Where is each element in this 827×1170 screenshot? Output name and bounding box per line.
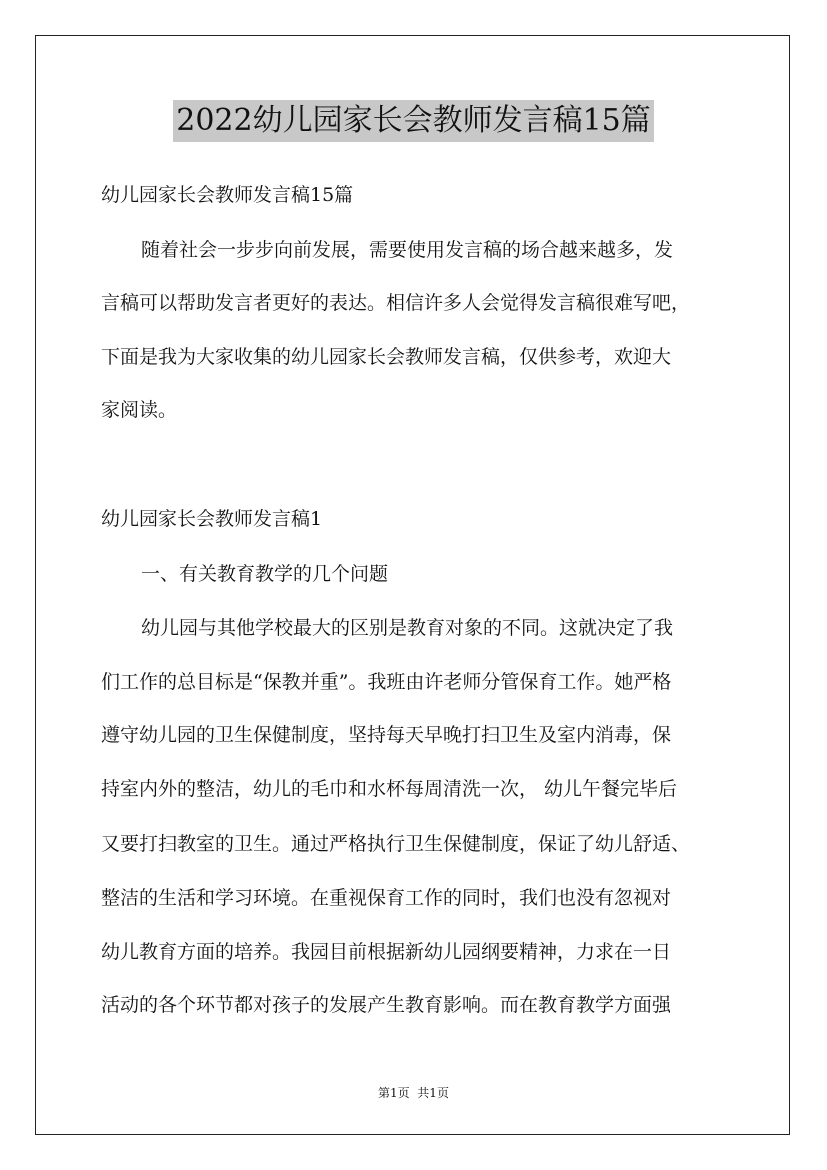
page-footer: [0, 1085, 827, 1101]
document-subtitle: 幼儿园家长会教师发言稿15篇: [101, 184, 354, 206]
section-heading: 一、有关教育教学的几个问题: [141, 563, 389, 585]
intro-line: 言稿可以帮助发言者更好的表达。相信许多人会觉得发言稿很难写吧，: [101, 292, 691, 314]
body-line: 幼儿园与其他学校最大的区别是教育对象的不同。这就决定了我: [141, 617, 674, 639]
section-title: 幼儿园家长会教师发言稿1: [101, 508, 323, 530]
body-line: 幼儿教育方面的培养。我园目前根据新幼儿园纲要精神，力求在一日: [101, 941, 672, 963]
intro-line: 家阅读。: [101, 399, 178, 421]
intro-line: 下面是我为大家收集的幼儿园家长会教师发言稿，仅供参考，欢迎大: [101, 346, 672, 368]
title-wrapper: [0, 100, 827, 142]
intro-line: 随着社会一步步向前发展，需要使用发言稿的场合越来越多，发: [141, 239, 674, 261]
page-number: 第1页 共1页: [378, 1086, 449, 1100]
body-line: 活动的各个环节都对孩子的发展产生教育影响。而在教育教学方面强: [101, 994, 672, 1016]
body-line: 又要打扫教室的卫生。通过严格执行卫生保健制度，保证了幼儿舒适、: [101, 833, 691, 855]
body-line: 遵守幼儿园的卫生保健制度，坚持每天早晚打扫卫生及室内消毒，保: [101, 724, 672, 746]
body-line: 们工作的总目标是“保教并重”。我班由许老师分管保育工作。她严格: [101, 671, 672, 693]
body-line: 整洁的生活和学习环境。在重视保育工作的同时，我们也没有忽视对: [101, 887, 672, 909]
document-title: 2022幼儿园家长会教师发言稿15篇: [173, 100, 654, 142]
body-line: 持室内外的整洁，幼儿的毛巾和水杯每周清洗一次， 幼儿午餐完毕后: [101, 778, 678, 800]
